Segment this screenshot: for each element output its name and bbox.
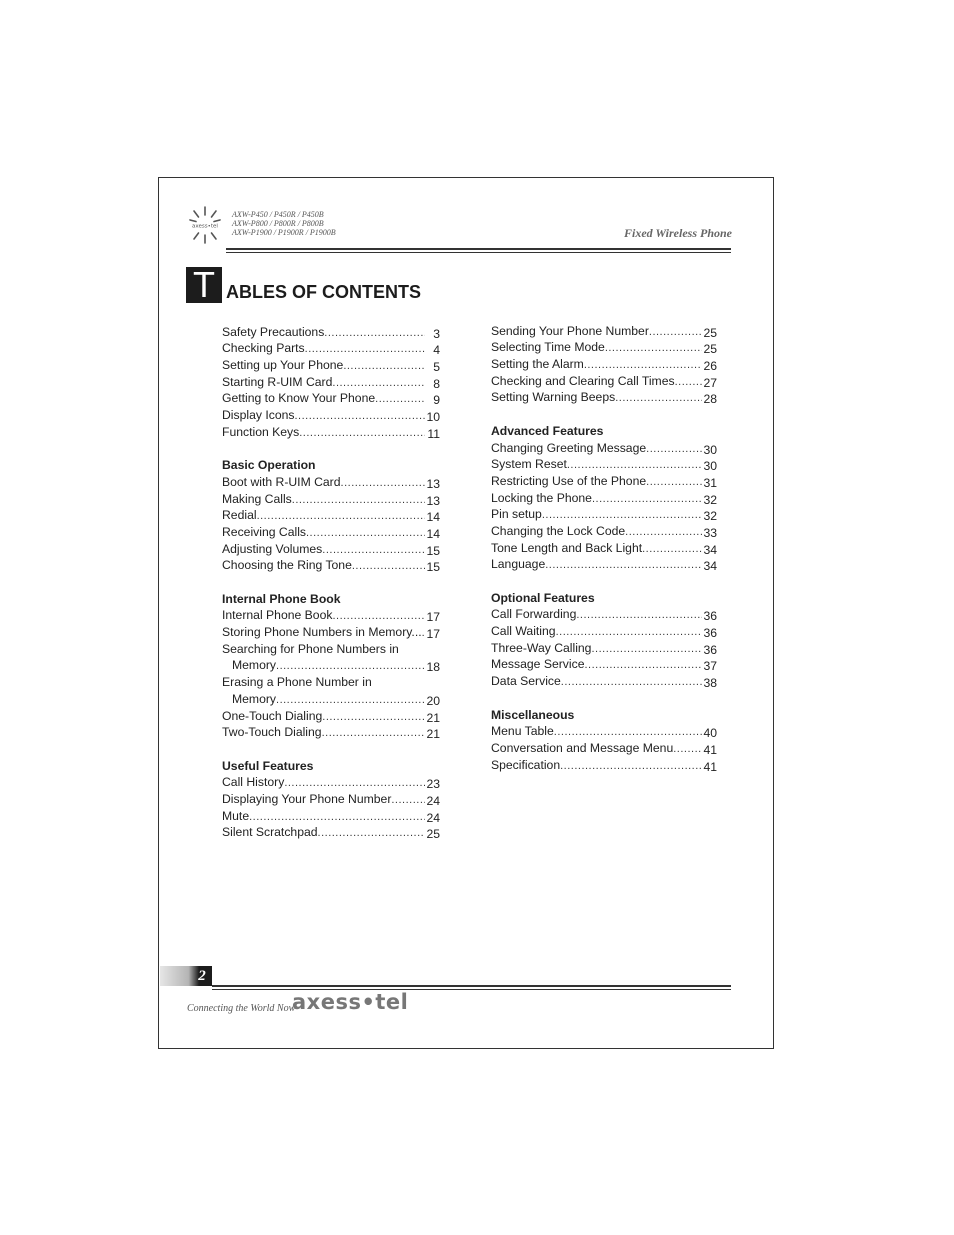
toc-entry-label: Display Icons — [222, 408, 295, 423]
model-line: AXW-P800 / P800R / P800B — [232, 219, 324, 228]
toc-entry-label: Choosing the Ring Tone — [222, 558, 352, 573]
header-rule — [226, 248, 731, 250]
toc-entry-label: Storing Phone Numbers in Memory... — [222, 625, 422, 640]
section-gap — [222, 572, 440, 589]
toc-entry-page: 30 — [703, 442, 717, 457]
toc-entry-page: 21 — [426, 727, 440, 742]
dot-leader — [352, 560, 425, 572]
dot-leader — [322, 544, 425, 556]
dot-leader — [322, 727, 425, 739]
toc-entry-label: Checking Parts — [222, 341, 305, 356]
toc-entry[interactable] — [491, 621, 717, 641]
dot-leader — [584, 659, 702, 671]
title-initial: T — [186, 267, 222, 303]
toc-entry-label: Call Waiting — [491, 624, 556, 639]
toc-section-heading: Optional Features — [491, 590, 595, 605]
model-line: AXW-P1900 / P1900R / P1900B — [232, 228, 336, 237]
dot-leader — [276, 660, 425, 672]
dot-leader — [567, 459, 702, 471]
toc-entry-page: 34 — [703, 542, 717, 557]
toc-entry-label: Internal Phone Book — [222, 608, 333, 623]
toc-entry[interactable] — [222, 355, 440, 375]
toc-right-column — [491, 321, 717, 772]
toc-entry-page: 32 — [703, 492, 717, 507]
dot-leader — [646, 443, 702, 455]
toc-entry[interactable] — [222, 639, 440, 656]
toc-entry[interactable] — [491, 671, 717, 691]
dot-leader — [324, 327, 425, 339]
toc-entry[interactable] — [222, 522, 440, 539]
dot-leader — [257, 510, 425, 522]
dot-leader — [332, 377, 425, 389]
toc-entry-page: 25 — [703, 325, 717, 340]
toc-entry-label: Memory — [232, 691, 277, 706]
dot-leader — [561, 676, 702, 688]
dot-leader — [399, 644, 425, 656]
toc-entry[interactable] — [222, 506, 440, 523]
toc-entry[interactable] — [491, 455, 717, 472]
toc-entry[interactable] — [491, 755, 717, 772]
page-number: 2 — [198, 968, 206, 984]
toc-entry[interactable] — [222, 656, 440, 673]
toc-entry-label: Searching for Phone Numbers in — [222, 641, 399, 656]
toc-entry[interactable] — [222, 773, 440, 790]
dot-leader — [560, 760, 702, 772]
toc-entry-page: 14 — [426, 526, 440, 541]
dot-leader — [642, 543, 702, 555]
brand-wordmark: axess•tel — [292, 990, 409, 1014]
dot-leader — [294, 410, 425, 422]
toc-entry-page: 11 — [427, 426, 440, 441]
toc-entry-page: 38 — [703, 676, 717, 691]
toc-entry-page: 36 — [703, 626, 717, 641]
model-line: AXW-P450 / P450R / P450B — [232, 210, 324, 219]
toc-entry-page: 18 — [426, 660, 440, 675]
tagline: Connecting the World Now — [187, 1003, 296, 1014]
toc-entry[interactable] — [491, 638, 717, 655]
header-rule-thin — [226, 252, 731, 253]
toc-entry-label: Boot with R-UIM Card — [222, 474, 341, 489]
dot-leader — [284, 777, 425, 789]
toc-entry-label: Silent Scratchpad — [222, 825, 318, 840]
toc-entry-page: 24 — [426, 810, 440, 825]
toc-entry-label: Three-Way Calling — [491, 640, 592, 655]
toc-entry-page: 34 — [703, 559, 717, 574]
toc-entry-label: Message Service — [491, 657, 585, 672]
toc-entry-label: Memory — [232, 658, 277, 673]
toc-entry[interactable] — [222, 672, 440, 689]
toc-entry[interactable] — [222, 372, 440, 389]
toc-entry-label: Mute — [222, 808, 250, 823]
toc-entry[interactable] — [491, 538, 717, 555]
dot-leader — [556, 626, 702, 638]
toc-section-heading: Useful Features — [222, 758, 314, 773]
toc-entry-page: 3 — [433, 326, 440, 341]
section-gap — [222, 439, 440, 456]
toc-entry-label: Restricting Use of the Phone — [491, 473, 647, 488]
toc-entry-page: 36 — [703, 609, 717, 624]
dot-leader — [592, 493, 702, 505]
footer-rule-thin — [212, 989, 731, 990]
toc-entry[interactable] — [222, 405, 440, 425]
model-list — [232, 210, 336, 237]
toc-entry[interactable] — [222, 706, 440, 723]
dot-leader — [299, 427, 425, 439]
toc-entry-label: Language — [491, 557, 546, 572]
toc-entry-label: Erasing a Phone Number in — [222, 675, 372, 690]
section-gap — [222, 739, 440, 756]
toc-entry-label: Pin setup — [491, 507, 542, 522]
toc-section-heading: Advanced Features — [491, 423, 604, 438]
title-text: ABLES OF CONTENTS — [226, 282, 422, 302]
toc-entry-page: 17 — [426, 610, 440, 625]
toc-entry-label: Specification — [491, 757, 561, 772]
toc-entry-page: 33 — [703, 525, 717, 540]
dot-leader — [649, 326, 702, 338]
footer-rule — [212, 985, 731, 987]
dot-leader — [332, 610, 425, 622]
dot-leader — [584, 359, 702, 371]
dot-leader — [372, 677, 425, 689]
toc-entry-page: 15 — [426, 543, 440, 558]
toc-entry[interactable] — [491, 521, 717, 538]
product-name: Fixed Wireless Phone — [623, 226, 732, 240]
toc-entry-label: Setting Warning Beeps — [491, 390, 616, 405]
toc-entry[interactable] — [222, 489, 440, 506]
toc-entry[interactable] — [222, 606, 440, 623]
toc-entry[interactable] — [222, 689, 440, 706]
toc-entry-page: 28 — [703, 392, 717, 407]
toc-entry-page: 4 — [433, 343, 440, 358]
toc-entry[interactable] — [491, 321, 717, 338]
dot-leader — [615, 392, 702, 404]
toc-entry[interactable] — [222, 422, 440, 439]
toc-section-heading: Internal Phone Book — [222, 591, 341, 606]
dot-leader — [576, 609, 702, 621]
dot-leader — [554, 726, 702, 738]
toc-entry-page: 40 — [703, 726, 717, 741]
dot-leader — [292, 494, 425, 506]
toc-entry[interactable] — [491, 722, 717, 739]
toc-entry-label: Changing Greeting Message — [491, 440, 647, 455]
toc-entry[interactable] — [222, 389, 440, 406]
toc-entry-label: Menu Table — [491, 724, 554, 739]
toc-entry-label: Conversation and Message Menu — [491, 740, 674, 755]
toc-entry-label: Call Forwarding — [491, 607, 577, 622]
toc-entry-page: 36 — [703, 642, 717, 657]
dot-leader — [341, 477, 425, 489]
section-gap — [491, 688, 717, 705]
toc-entry-page: 37 — [703, 659, 717, 674]
dot-leader — [625, 526, 702, 538]
section-gap — [491, 404, 717, 421]
dot-leader — [646, 476, 702, 488]
toc-entry-page: 30 — [703, 459, 717, 474]
toc-entry-label: Setting the Alarm — [491, 357, 584, 372]
toc-entry-page: 27 — [703, 375, 717, 390]
toc-entry[interactable] — [491, 371, 717, 388]
toc-entry-label: Changing the Lock Code — [491, 523, 626, 538]
toc-entry-label: Making Calls — [222, 491, 292, 506]
toc-entry-label: System Reset — [491, 457, 567, 472]
dot-leader — [673, 743, 702, 755]
toc-entry[interactable] — [491, 471, 717, 488]
toc-entry-page: 13 — [426, 476, 440, 491]
toc-entry-label: Sending Your Phone Number — [491, 323, 649, 338]
toc-entry[interactable] — [491, 655, 717, 672]
toc-entry-page: 10 — [426, 410, 440, 425]
toc-entry[interactable] — [491, 555, 717, 572]
dot-leader — [318, 827, 425, 839]
axesstel-logo-icon — [186, 205, 224, 245]
toc-entry[interactable] — [222, 806, 440, 823]
dot-leader — [343, 360, 425, 372]
toc-entry-page: 17 — [426, 627, 440, 642]
toc-entry[interactable] — [491, 488, 717, 505]
toc-entry-label: Getting to Know Your Phone — [222, 391, 376, 406]
toc-entry-label: Receiving Calls — [222, 524, 306, 539]
dot-leader — [306, 527, 425, 539]
dot-leader — [391, 794, 425, 806]
toc-entry-page: 31 — [703, 475, 717, 490]
toc-entry-label: Displaying Your Phone Number — [222, 791, 392, 806]
toc-entry-label: Function Keys — [222, 424, 300, 439]
toc-entry-label: Redial — [222, 508, 257, 523]
toc-section-heading: Miscellaneous — [491, 707, 575, 722]
dot-leader — [542, 509, 702, 521]
toc-entry[interactable] — [222, 622, 440, 642]
dot-leader — [545, 559, 702, 571]
toc-entry-label: Adjusting Volumes — [222, 541, 323, 556]
toc-entry-label: Selecting Time Mode — [491, 340, 605, 355]
toc-entry-label: Setting up Your Phone — [222, 358, 344, 373]
toc-entry[interactable] — [491, 354, 717, 374]
toc-entry-page: 41 — [703, 742, 717, 757]
toc-entry-label: Call History — [222, 775, 285, 790]
svg-text:axess•tel: axess•tel — [192, 223, 218, 230]
toc-entry-page: 8 — [433, 376, 440, 391]
toc-entry-page: 25 — [426, 827, 440, 842]
toc-entry[interactable] — [491, 505, 717, 522]
toc-entry-label: Locking the Phone — [491, 490, 592, 505]
toc-entry[interactable] — [222, 556, 440, 573]
toc-entry-label: Two-Touch Dialing — [222, 725, 322, 740]
toc-entry[interactable] — [222, 339, 440, 356]
dot-leader — [249, 811, 425, 823]
toc-section-heading: Basic Operation — [222, 458, 316, 473]
toc-entry[interactable] — [491, 605, 717, 622]
toc-entry-page: 9 — [433, 393, 440, 408]
dot-leader — [591, 643, 702, 655]
dot-leader — [322, 711, 425, 723]
toc-entry-page: 24 — [426, 793, 440, 808]
toc-entry-page: 20 — [426, 693, 440, 708]
toc-entry-page: 41 — [703, 759, 717, 774]
toc-entry-page: 23 — [426, 777, 440, 792]
toc-entry-label: Safety Precautions — [222, 324, 325, 339]
toc-entry-page: 26 — [703, 359, 717, 374]
toc-entry-page: 25 — [703, 342, 717, 357]
toc-entry[interactable] — [222, 472, 440, 489]
toc-entry[interactable] — [491, 338, 717, 355]
toc-entry-page: 21 — [426, 710, 440, 725]
toc-entry[interactable] — [222, 322, 440, 339]
toc-entry-label: Tone Length and Back Light — [491, 540, 643, 555]
dot-leader — [675, 376, 702, 388]
toc-entry[interactable] — [491, 388, 717, 405]
dot-leader — [276, 694, 425, 706]
toc-entry[interactable] — [491, 738, 717, 755]
toc-entry[interactable] — [222, 789, 440, 806]
toc-entry[interactable] — [222, 539, 440, 556]
dot-leader — [605, 342, 702, 354]
toc-entry-page: 13 — [426, 493, 440, 508]
toc-entry-label: Data Service — [491, 674, 561, 689]
toc-entry-page: 14 — [426, 510, 440, 525]
toc-left-column — [222, 322, 440, 842]
toc-entry-label: Starting R-UIM Card — [222, 374, 333, 389]
toc-entry[interactable] — [222, 723, 440, 740]
toc-entry[interactable] — [491, 438, 717, 455]
section-gap — [491, 571, 717, 588]
toc-entry-page: 5 — [433, 360, 440, 375]
toc-entry-label: One-Touch Dialing — [222, 708, 323, 723]
toc-entry-page: 32 — [703, 509, 717, 524]
dot-leader — [305, 343, 425, 355]
dot-leader — [375, 393, 425, 405]
toc-entry-label: Checking and Clearing Call Times — [491, 373, 675, 388]
toc-entry[interactable] — [222, 823, 440, 840]
toc-entry-page: 15 — [426, 560, 440, 575]
